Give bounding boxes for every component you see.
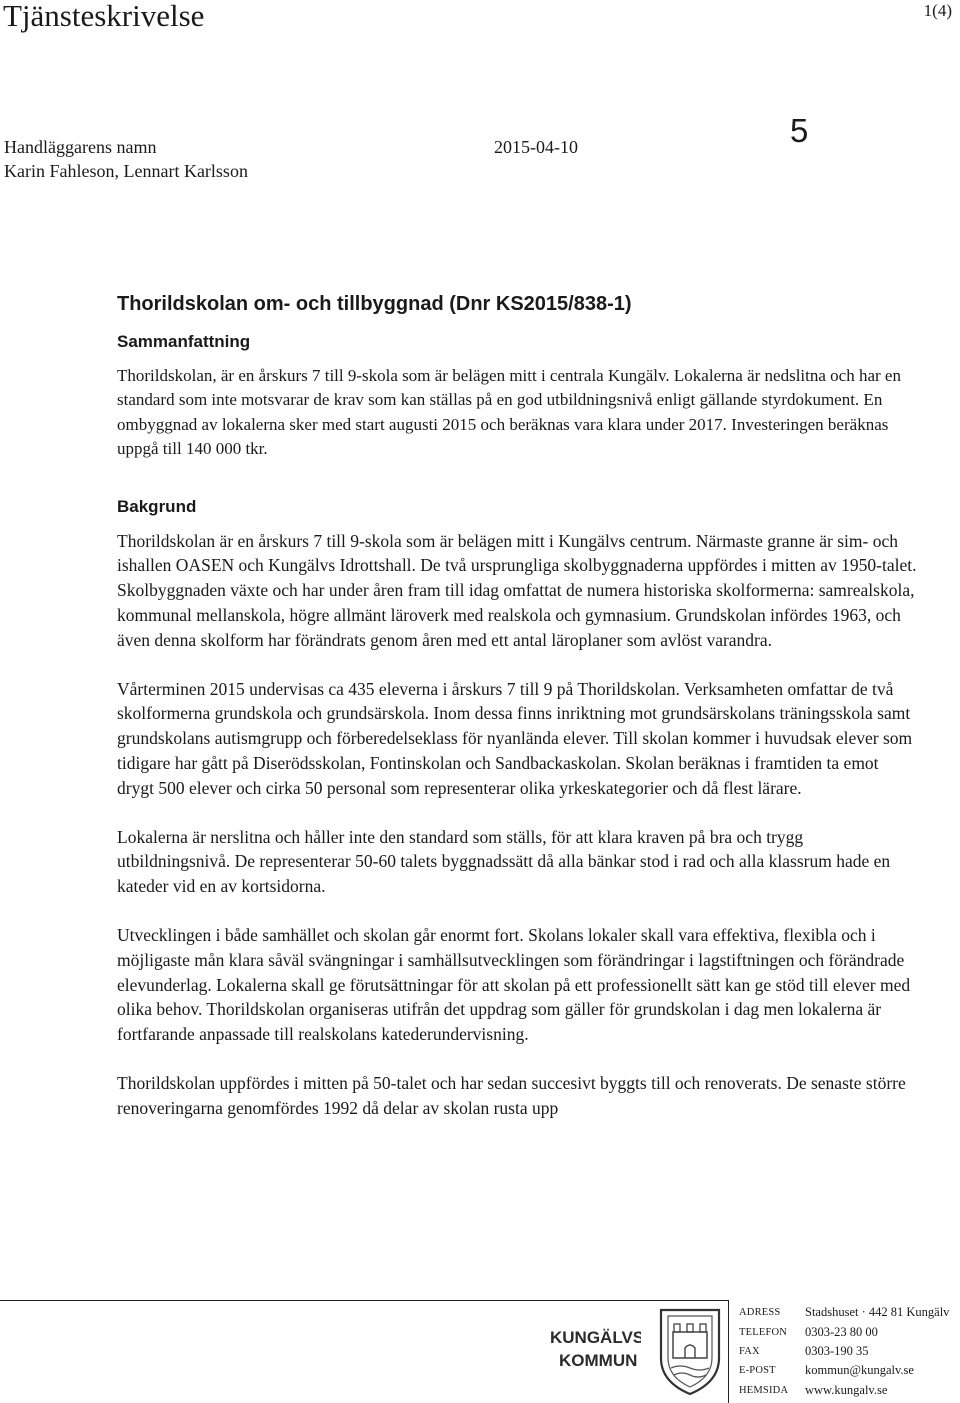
municipal-coat-of-arms-icon	[655, 1306, 725, 1398]
svg-text:KOMMUN: KOMMUN	[559, 1351, 638, 1370]
handler-names: Karin Fahleson, Lennart Karlsson	[4, 161, 248, 181]
body-paragraph: Thorildskolan är en årskurs 7 till 9-skola som är belägen mitt i Kungälvs centrum. Närmaste granne är sim- och ishallen OASEN och Kungälvs Idrottshall. De två ursprungliga skolbyggnaderna uppfördes i mitten av 1950-talet. Skolbyggnaden växte och har under åren fram till idag omfattat de numera historiska skolformerna: samrealskola, kommunal mellanskola, högre allmänt läroverk med realskola och gymnasium. Grundskolan infördes 1963, och även denna skolform har förändrats genom åren med ett antal läroplaner som avlöst varandra.	[117, 530, 917, 650]
case-number: 5	[790, 112, 809, 149]
contact-label: E-POST	[739, 1365, 776, 1377]
contact-value: kommun@kungalv.se	[805, 1363, 914, 1378]
document-body	[117, 293, 917, 1145]
contact-label: HEMSIDA	[739, 1384, 789, 1396]
contact-label: ADRESS	[739, 1307, 781, 1319]
background-heading: Bakgrund	[117, 496, 197, 516]
contact-value: 0303-190 35	[805, 1343, 869, 1358]
contact-value: Stadshuset · 442 81 Kungälv	[805, 1305, 950, 1320]
contact-row-website	[739, 1381, 960, 1400]
page-number: 1(4)	[923, 1, 952, 20]
document-title: Thorildskolan om- och tillbyggnad (Dnr KS2015/838-1)	[117, 293, 632, 315]
contact-value: 0303-23 80 00	[805, 1324, 878, 1339]
svg-text:KUNGÄLVS: KUNGÄLVS	[550, 1328, 641, 1347]
body-paragraph: Vårterminen 2015 undervisas ca 435 eleverna i årskurs 7 till 9 på Thorildskolan. Verksamheten omfattar de två skolformerna grundskola och grundsärskola. Inom dessa finns inriktning mot grundsärskolans träningsskola samt grundskolans autismgrupp och förberedelseklass för nyanlända elever. Till skolan kommer i huvudsak elever som tidigare har gått på Diserödsskolan, Fontinskolan och Sandbackaskolan. Skolan beräknas i framtiden ta emot drygt 500 elever och cirka 50 personal som representerar olika yrkeskategorier och då flest lärare.	[117, 678, 913, 798]
contact-label: TELEFON	[739, 1326, 788, 1338]
body-paragraph: Lokalerna är nerslitna och håller inte den standard som ställs, för att klara kraven på bra och trygg utbildningsnivå. De representerar 50-60 talets byggnadssätt då alla bänkar stod i rad och alla klassrum hade en kateder vid en av kortsidorna.	[117, 826, 891, 897]
document-date: 2015-04-10	[494, 137, 578, 157]
kungalvs-kommun-logo	[545, 1318, 641, 1374]
document-type-title: Tjänsteskrivelse	[3, 0, 205, 33]
contact-row-address	[739, 1303, 960, 1322]
summary-paragraph: Thorildskolan, är en årskurs 7 till 9-skola som är belägen mitt i centrala Kungälv. Lokalerna är nedslitna och har en standard som inte motsvarar de krav som kan ställas på en god utbildningsnivå enligt gällande styrdokument. En ombyggnad av lokalerna sker med start augusti 2015 och beräknas vara klara under 2017. Investeringen beräknas uppgå till 140 000 tkr.	[117, 366, 901, 459]
body-paragraph: Thorildskolan uppfördes i mitten på 50-talet och har sedan succesivt byggts till och renoverats. De senaste större renoveringarna genomfördes 1992 då delar av skolan rusta upp	[117, 1072, 906, 1118]
summary-heading: Sammanfattning	[117, 332, 251, 351]
contact-row-email	[739, 1361, 960, 1380]
contact-row-phone	[739, 1322, 960, 1341]
contact-row-fax	[739, 1342, 960, 1361]
body-paragraph: Utvecklingen i både samhället och skolan går enormt fort. Skolans lokaler skall vara effektiva, flexibla och i möjligaste mån klara såväl svängningar i samhällsutvecklingen som förändringar i lagstiftningen och förändrade elevunderlag. Lokalerna skall ge förutsättningar för att skolan på ett professionellt sätt kan ge stöd till elever med olika behov. Thorildskolan organiseras utifrån det uppdrag som gäller för grundskolan i dag men lokalerna är fortfarande anpassade till realskolans katederundervisning.	[117, 924, 911, 1045]
contact-info	[739, 1303, 960, 1400]
contact-value: www.kungalv.se	[805, 1382, 888, 1397]
handler-label: Handläggarens namn	[4, 137, 157, 157]
contact-label: FAX	[739, 1345, 760, 1357]
